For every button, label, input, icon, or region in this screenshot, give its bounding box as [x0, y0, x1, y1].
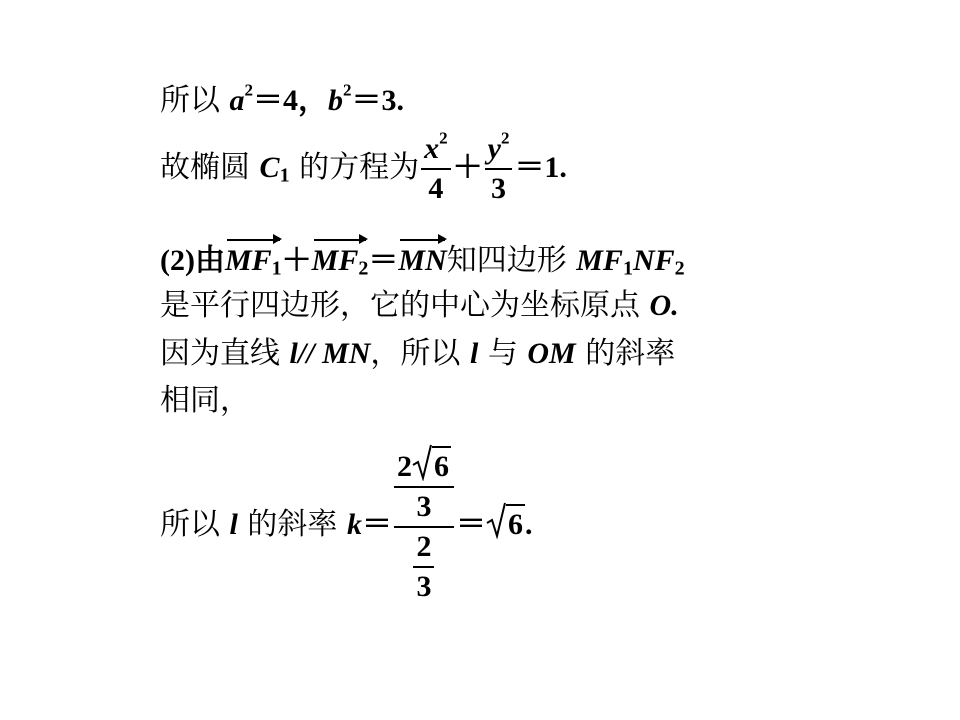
fraction-y: $\frac{y^2}{3}$	[485, 130, 513, 208]
var-b: b	[328, 84, 344, 117]
line-parallelogram: 是平行四边形，它的中心为坐标原点 O.	[160, 288, 679, 323]
line-vector-sum: (2)由$MF_1+MF_2=MN$知四边形 $MF_1NF_2$	[160, 243, 685, 280]
complex-fraction: 2 6 3 $\frac{2}{3}$	[394, 446, 454, 606]
line-slope-k: 所以 l 的斜率 k＝ 2 6 3 $\frac{2}{3}$ ＝ 6.	[160, 446, 532, 606]
var-a: a	[229, 84, 245, 117]
line-a-b-values: 所以 $a^2=4$，$b^2=3$.	[160, 80, 405, 118]
line-same: 相同，	[160, 383, 250, 418]
vector-mf2: $MF_2$	[311, 244, 369, 280]
sqrt-six: 6	[486, 504, 525, 544]
line-parallel: 因为直线 l// MN，所以 l 与 OM 的斜率	[160, 336, 676, 371]
sqrt-six-top: 6	[412, 446, 451, 486]
vector-mf1: $MF_1$	[224, 244, 282, 280]
vector-mn: MN	[398, 244, 447, 277]
line-ellipse-equation: 故椭圆 $C_1$ 的方程为 $\frac{x^2}{4}$ ＋ $\frac{y^2}{3}$ ＝1.	[160, 130, 567, 208]
fraction-x: $\frac{x^2}{4}$	[421, 130, 451, 208]
